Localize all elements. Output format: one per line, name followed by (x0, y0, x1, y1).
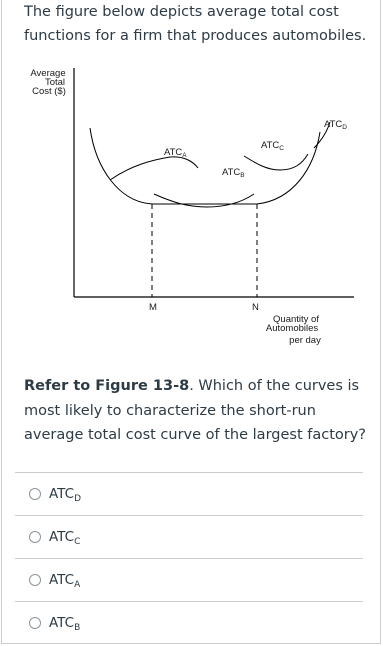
radio-button[interactable] (29, 617, 41, 629)
curve-atc-b (154, 194, 254, 207)
label-atc-c: $ATC_C$ (261, 140, 284, 152)
y-axis-label-line1: Average (30, 68, 66, 79)
radio-button[interactable] (29, 488, 41, 500)
answer-label: $ATC_C$ (49, 529, 81, 547)
radio-button[interactable] (29, 574, 41, 586)
figure-reference: Refer to Figure 13-8 (24, 378, 190, 394)
radio-button[interactable] (29, 531, 41, 543)
y-axis-label-line3: Cost ($) (32, 86, 66, 97)
question-body: . Which of the curves is most likely to characterize the short-run average total cost curve of the largest factory? (24, 378, 367, 443)
question-card (1, 0, 381, 644)
x-axis-label-line3: per day (289, 335, 321, 346)
answer-option-atc-b[interactable] (15, 601, 363, 644)
x-axis-label-line1: Quantity of (273, 314, 319, 325)
label-atc-d: $ATC_D$ (324, 119, 347, 131)
answer-option-atc-c[interactable] (15, 515, 363, 558)
intro-text: The figure below depicts average total cost functions for a firm that produces automobiles. (24, 4, 367, 44)
answer-option-atc-a[interactable] (15, 558, 363, 601)
question-text (24, 374, 369, 448)
y-axis-label-line2: Total (44, 77, 66, 88)
label-atc-b: $ATC_B$ (222, 167, 245, 179)
answer-label: $ATC_A$ (49, 572, 81, 590)
answer-option-atc-d[interactable] (15, 472, 363, 515)
cost-figure (2, 60, 383, 360)
answer-label: $ATC_D$ (49, 486, 82, 504)
x-axis-label-line2: Automobiles (265, 323, 319, 334)
marker-n: N (252, 302, 259, 313)
answer-label: $ATC_B$ (49, 615, 81, 633)
curve-atc-a (110, 157, 198, 180)
curve-atc-c (244, 154, 308, 170)
label-atc-a: $ATC_A$ (164, 147, 187, 159)
answer-list (15, 472, 363, 644)
atc-diagram (2, 60, 383, 360)
lratc-decreasing-arm (90, 128, 152, 204)
marker-m: M (149, 302, 157, 313)
